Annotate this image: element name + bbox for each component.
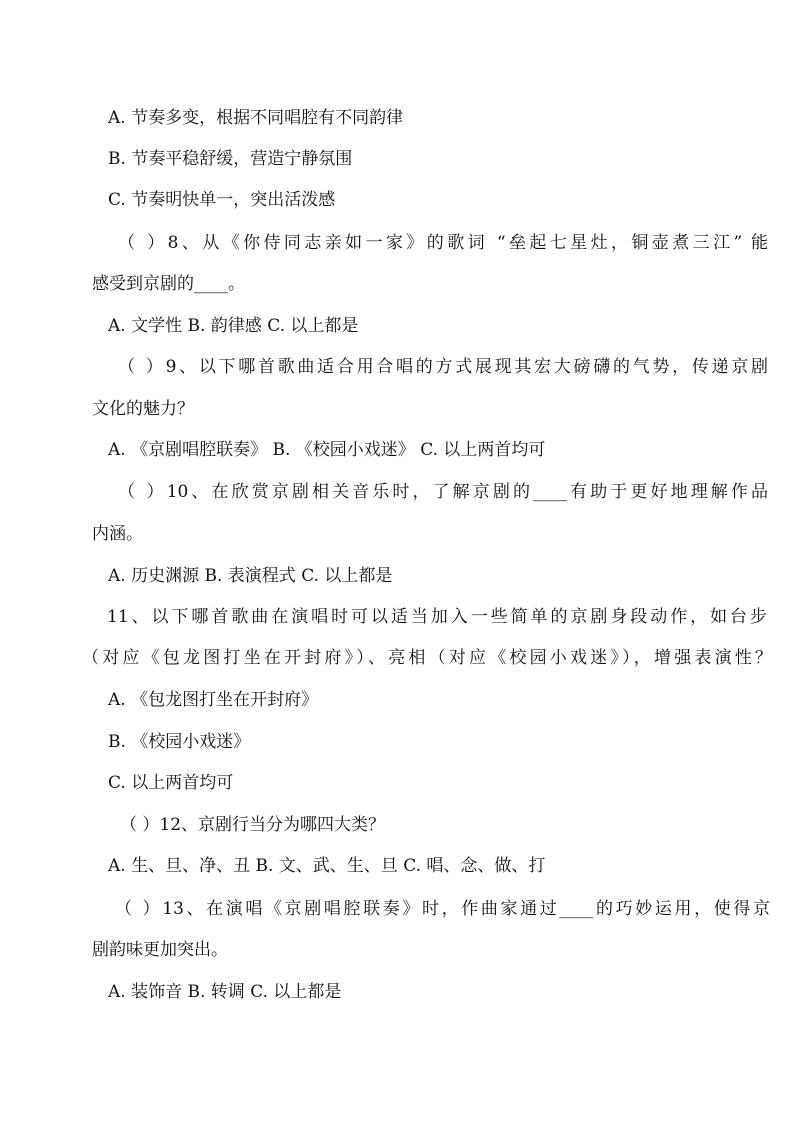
q11-option-b: B. 《校园小戏迷》 — [108, 732, 251, 752]
q7-option-a: A. 节奏多变，根据不同唱腔有不同韵律 — [108, 108, 404, 128]
q11-stem-line-2: （对应《包龙图打坐在开封府》）、亮相（对应《校园小戏迷》），增强表演性？ — [82, 648, 772, 668]
q11-stem-line-1: 11、以下哪首歌曲在演唱时可以适当加入一些简单的京剧身段动作，如台步 — [107, 607, 767, 627]
q8-stem-line-2: 感受到京剧的____。 — [92, 274, 245, 294]
q12-options: A. 生、旦、净、丑 B. 文、武、生、旦 C. 唱、念、做、打 — [108, 856, 546, 876]
q7-option-c: C. 节奏明快单一，突出活泼感 — [108, 190, 336, 210]
q7-option-b: B. 节奏平稳舒缓，营造宁静氛围 — [108, 149, 353, 169]
q13-options: A. 装饰音 B. 转调 C. 以上都是 — [108, 982, 342, 1002]
q8-options: A. 文学性 B. 韵律感 C. 以上都是 — [108, 316, 359, 336]
q13-stem-line-1: （ ）13、在演唱《京剧唱腔联奏》时，作曲家通过____的巧妙运用，使得京 — [115, 899, 770, 919]
q11-option-a: A. 《包龙图打坐在开封府》 — [108, 690, 319, 710]
q10-stem-line-1: （ ）10、在欣赏京剧相关音乐时，了解京剧的____有助于更好地理解作品 — [118, 482, 768, 502]
q8-stem-line-1: （ ）8、从《你侍同志亲如一家》的歌词 “垒起七星灶，铜壶煮三江” 能 — [118, 233, 768, 253]
q9-stem-line-1: （ ）9、以下哪首歌曲适合用合唱的方式展现其宏大磅礴的气势，传递京剧 — [118, 357, 768, 377]
q9-options: A. 《京剧唱腔联奏》 B. 《校园小戏迷》 C. 以上两首均可 — [108, 440, 546, 460]
q13-stem-line-2: 剧韵味更加突出。 — [92, 940, 228, 960]
q9-stem-line-2: 文化的魅力？ — [92, 399, 194, 419]
q11-option-c: C. 以上两首均可 — [108, 773, 234, 793]
q12-stem: （ ）12、京剧行当分为哪四大类？ — [120, 815, 386, 835]
q10-stem-line-2: 内涵。 — [92, 524, 143, 544]
q10-options: A. 历史渊源 B. 表演程式 C. 以上都是 — [108, 566, 393, 586]
